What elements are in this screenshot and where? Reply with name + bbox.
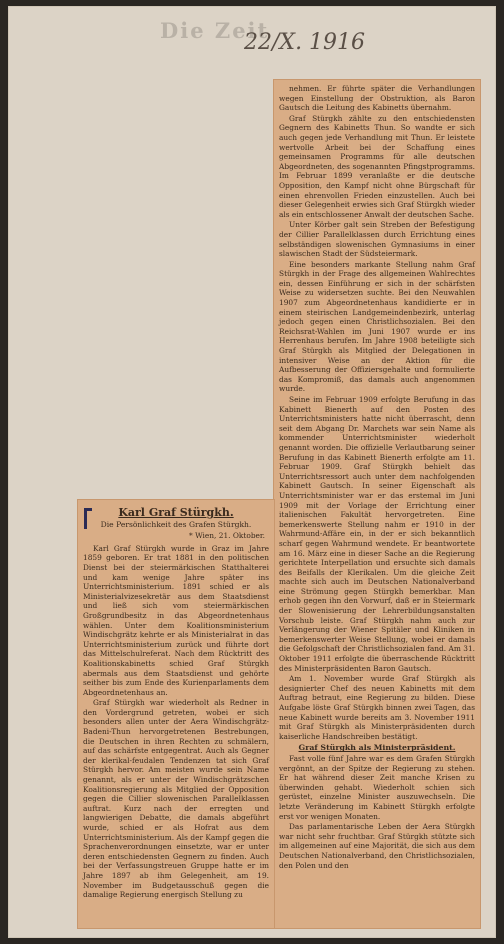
right-paragraph: Unter Körber galt sein Streben der Befestigung der Cillier Parallelklassen durch Errichtung eines selbständigen slowenischen Gymnasiums in einer slawischen Stadt der Südsteiermark. [279, 220, 475, 259]
right-paragraph: Am 1. November wurde Graf Stürgkh als designierter Chef des neuen Kabinetts mit dem Auftrag betraut, eine Regierung zu bilden. Diese Aufgabe löste Graf Stürgkh binnen zwei Tagen, das neue Kabinett wurde bereits am 3. November 1911 mit Graf Stürgkh als Ministerpräsidenten durch kaiserliche Handschreiben bestätigt. [279, 674, 475, 741]
article-dateline: * Wien, 21. Oktober. [189, 531, 265, 541]
left-clipping [78, 500, 274, 928]
right-paragraph: Fast volle fünf Jahre war es dem Grafen Stürgkh vergönnt, an der Spitze der Regierung zu stehen. Er hat während dieser Zeit manche Krisen zu überwinden gehabt. Wiederholt schien sich gerüstet, einzelne Minister auszuwechseln. Die letzte Veränderung im Kabinett Stürgkh erfolgte erst vor wenigen Monaten. [279, 753, 475, 821]
right-paragraph: Graf Stürgkh zählte zu den entschiedensten Gegnern des Kabinetts Thun. So wandte er sich auch gegen jede Verhandlung mit Thun. Er leistete wertvolle Arbeit bei der Schaffung eines gemeinsamen Programms für alle deutschen Abgeordneten, des sogenannten Pfingstprogramms. Im Februar 1899 veranlaßte er die deutsche Opposition, den Kampf nicht ohne Bürgschaft für einen ehrenvollen Frieden einzustellen. Auch bei dieser Gelegenheit erwies sich Graf Stürgkh wieder als ein entschlossener Anwalt der deutschen Sache. [279, 113, 475, 219]
article-subhead: Die Persönlichkeit des Grafen Stürgkh. [100, 519, 252, 529]
right-clipping [274, 80, 480, 928]
left-paragraph: Graf Stürgkh war wiederholt als Redner in den Vordergrund getreten, wobei er sich besonders allen unter der Aera Windischgrätz-Badeni-Thun hervorgetretenen Bestrebungen, die Deutschen in ihren Rechten zu schmälern, auf das schärfste entgegentrat. Auch als Gegner der klerikal-feudalen Tendenzen tat sich Graf Stürgkh hervor. Am meisten wurde sein Name genannt, als er unter der Windischgrätzschen Koalitionsregierung als Mitglied der Opposition gegen die Cillier slowenischen Parallelklassen auftrat. Kurz nach der erregten und langwierigen Debatte, die damals abgeführt wurde, schied er als Hofrat aus dem Unterrichtsministerium. Als der Kampf gegen die Sprachenverordnungen einsetzte, war er unter deren entschiedensten Gegnern zu finden. Auch bei der Verfassungstreuen Gruppe hatte er im Jahre 1897 ab ihm Gelegenheit, am 19. November im Budgetausschuß gegen die damalige Regierung energisch Stellung zu [83, 698, 269, 900]
right-paragraph: Eine besonders markante Stellung nahm Graf Stürgkh in der Frage des allgemeinen Wahlrechtes ein, dessen Einführung er sich in der schärfsten Weise zu widersetzen suchte. Bei den Neuwahlen 1907 zum Abgeordnetenhaus kandidierte er in einem steirischen Landgemeindenbezirk, unterlag jedoch gegen einen Christlichsozialen. Bei den Reichsrat-Wahlen im Juni 1907 wurde er ins Herrenhaus berufen. Im Jahre 1908 beteiligte sich Graf Stürgkh als Mitglied der Delegationen in intensiver Weise an der Aktion für die Aufbesserung der Offiziersgehalte und formulierte das Kompromiß, das damals auch angenommen wurde. [279, 259, 475, 394]
newspaper-masthead: Die Zeit [160, 18, 270, 43]
article-headline: Karl Graf Stürgkh. [118, 506, 234, 519]
right-paragraph: nehmen. Er führte später die Verhandlungen wegen Einstellung der Obstruktion, als Baron Gautsch die Leitung des Kabinetts übernahm. [279, 84, 475, 113]
bracket-mark [84, 508, 92, 529]
left-paragraph: Karl Graf Stürgkh wurde in Graz im Jahre 1859 geboren. Er trat 1881 in den politischen Dienst bei der steiermärkischen Statthalterei und kam wenige Jahre später ins Unterrichtsministerium. 1891 schied er als Ministerialvizesekretär aus dem Staatsdienst und ließ sich vom steiermärkischen Großgrundbesitz in das Abgeordnetenhaus wählen. Unter dem Koalitionsministerium Windischgrätz kehrte er als Ministerialrat in das Unterrichtsministerium zurück und führte dort das Mittelschulreferat. Nach dem Rücktritt des Koalitionskabinetts schied Graf Stürgkh abermals aus dem Staatsdienst und gehörte seither bis zum Ende des Kurienparlaments dem Abgeordnetenhaus an. [83, 543, 269, 697]
right-paragraph: Seine im Februar 1909 erfolgte Berufung in das Kabinett Bienerth auf den Posten des Unterrichtsministers hatte nicht überrascht, denn seit dem Abgang Dr. Marchets war sein Name als kommender Unterrichtsminister wiederholt genannt worden. Die offizielle Verlautbarung seiner Berufung in das Kabinett Bienerth erfolgte am 11. Februar 1909. Graf Stürgkh behielt das Unterrichtsressort auch unter dem nachfolgenden Kabinett Gautsch. In seiner Eigenschaft als Unterrichtsminister war er das erstemal im Juni 1909 mit der Vorlage der Errichtung einer italienischen Fakultät hervorgetreten. Eine bemerkenswerte Stellung nahm er 1910 in der Wahrmund-Affäre ein, in der er sich bekanntlich scharf gegen Wahrmund wendete. Er beantwortete am 16. März eine in dieser Sache an die Regierung gerichtete Interpellation und ersuchte sich damals des Beifalls der Klerikalen. Um die gleiche Zeit machte sich auch im Deutschen Nationalverband eine Strömung gegen Stürgkh bemerkbar. Man erhob gegen ihn den Vorwurf, daß er in Steiermark der Slowenisierung der Lehrerbildungsanstalten Vorschub leiste. Graf Stürgkh nahm auch zur Verlängerung der Wiener Spitäler und Kliniken in bemerkenswerter Weise Stellung, wobei er damals die Gefolgschaft der Christlichsozialen fand. Am 31. Oktober 1911 erfolgte die überraschende Rücktritt des Ministerpräsidenten Baron Gautsch. [279, 395, 475, 673]
right-paragraph: Das parlamentarische Leben der Aera Stürgkh war nicht sehr fruchtbar. Graf Stürgkh stützte sich im allgemeinen auf eine Majorität, die sich aus dem Deutschen Nationalverband, den Christlichsozialen, den Polen und den [279, 822, 475, 870]
section-heading: Graf Stürgkh als Ministerpräsident. [298, 743, 456, 753]
handwritten-date: 22/X. 1916 [244, 30, 366, 55]
